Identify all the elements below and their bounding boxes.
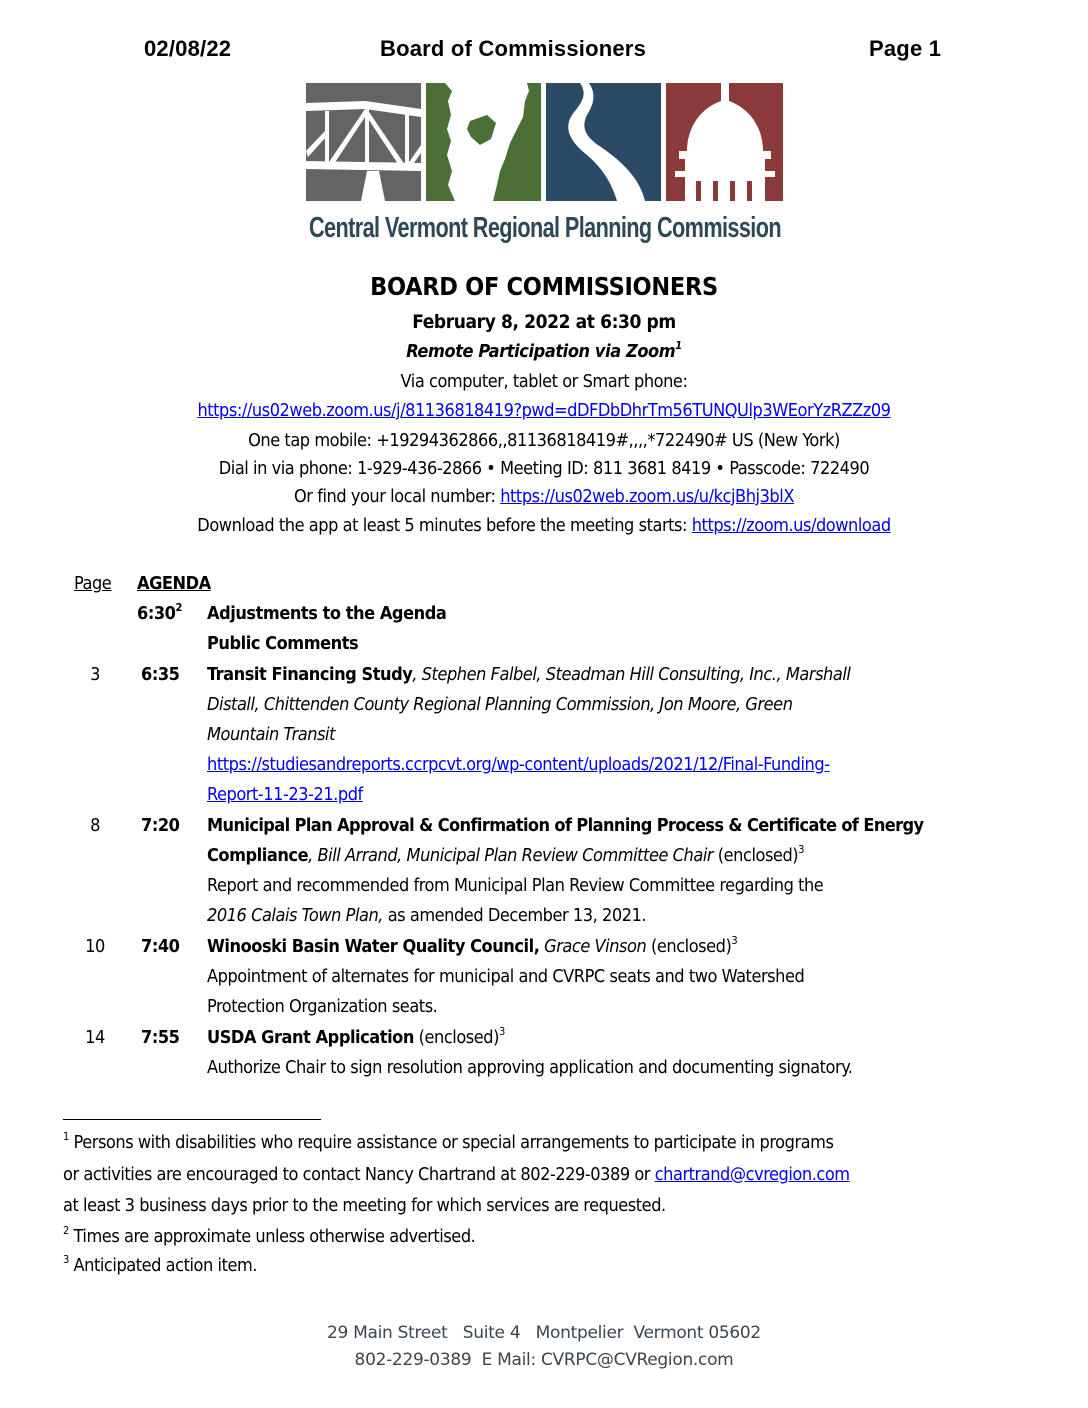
- agenda-item: [207, 1027, 505, 1048]
- footnote-text: or activities are encouraged to contact Nancy Chartrand at 802-229-0389 or: [63, 1164, 655, 1185]
- footnote-ref: 2: [175, 601, 182, 614]
- footnote-ref: 3: [731, 934, 738, 947]
- agenda-presenters: Mountain Transit: [207, 724, 336, 745]
- description-text: as amended December 13, 2021.: [383, 905, 647, 926]
- footnote-text: Anticipated action item.: [68, 1255, 257, 1276]
- agenda-item-title: Public Comments: [207, 633, 359, 654]
- enclosed-note: (enclosed): [413, 1027, 499, 1048]
- agenda-time: 7:55: [141, 1027, 180, 1048]
- enclosed-note: (enclosed): [646, 936, 732, 957]
- footnote-mark: 2: [63, 1224, 69, 1237]
- footnote-mark: 3: [63, 1253, 69, 1266]
- cvrpc-logo: [305, 81, 785, 245]
- agenda-presenters: , Stephen Falbel, Steadman Hill Consulting, Inc., Marshall: [412, 664, 851, 685]
- agenda-item-title: Adjustments to the Agenda: [207, 603, 447, 624]
- download-link[interactable]: https://zoom.us/download: [691, 515, 891, 536]
- agenda-description: Protection Organization seats.: [207, 996, 438, 1017]
- agenda-header: AGENDA: [137, 573, 211, 594]
- download-label: Download the app at least 5 minutes before the meeting starts:: [197, 515, 692, 536]
- agenda-page-number: 10: [85, 936, 105, 957]
- footnote-text: Persons with disabilities who require assistance or special arrangements to participate in programs: [68, 1132, 834, 1153]
- agenda-page-number: 3: [90, 664, 100, 685]
- meeting-date-time: February 8, 2022 at 6:30 pm: [412, 311, 676, 333]
- agenda-item: [207, 936, 737, 957]
- agenda-item-title: Compliance: [207, 845, 309, 866]
- agenda-description: Report and recommended from Municipal Plan Review Committee regarding the: [207, 875, 824, 896]
- footnote-1-cont: at least 3 business days prior to the meeting for which services are requested.: [63, 1195, 666, 1216]
- local-number-link[interactable]: https://us02web.zoom.us/u/kcjBhj3blX: [500, 486, 794, 507]
- header-title: Board of Commissioners: [380, 36, 647, 61]
- agenda-item: [207, 845, 804, 866]
- zoom-meeting-link[interactable]: https://us02web.zoom.us/j/81136818419?pwd=dDFDbDhrTm56TUNQUlp3WEorYzRZZz09: [197, 400, 891, 421]
- report-link[interactable]: https://studiesandreports.ccrpcvt.org/wp-content/uploads/2021/12/Final-Funding-: [207, 754, 830, 775]
- agenda-item-title: Municipal Plan Approval & Confirmation of Planning Process & Certificate of Energy: [207, 815, 924, 836]
- footnote-1-cont: [63, 1164, 850, 1185]
- agenda-link-line: [207, 754, 830, 775]
- agenda-description: Appointment of alternates for municipal and CVRPC seats and two Watershed: [207, 966, 805, 987]
- footnote-text: Times are approximate unless otherwise advertised.: [68, 1226, 476, 1247]
- via-label: Via computer, tablet or Smart phone:: [400, 371, 688, 392]
- agenda-time: 6:35: [141, 664, 180, 685]
- agenda-description: [207, 905, 646, 926]
- enclosed-note: (enclosed): [713, 845, 799, 866]
- agenda-presenter: , Bill Arrand, Municipal Plan Review Committee Chair: [308, 845, 714, 866]
- footnote-mark: 1: [63, 1130, 69, 1143]
- agenda-item: [207, 664, 850, 685]
- one-tap-mobile: One tap mobile: +19294362866,,81136818419#,,,,*722490# US (New York): [248, 430, 840, 451]
- agenda-link-line: [207, 784, 363, 805]
- dial-in-info: Dial in via phone: 1-929-436-2866 • Meeting ID: 811 3681 8419 • Passcode: 722490: [218, 458, 870, 479]
- page-column-header: Page: [74, 573, 112, 594]
- meeting-title: BOARD OF COMMISSIONERS: [370, 272, 718, 301]
- footer-address: 29 Main Street Suite 4 Montpelier Vermont 05602: [327, 1323, 761, 1343]
- agenda-item-title: Winooski Basin Water Quality Council,: [207, 936, 540, 957]
- footnote-ref: 3: [798, 843, 805, 856]
- agenda-presenters: Distall, Chittenden County Regional Planning Commission, Jon Moore, Green: [207, 694, 793, 715]
- agenda-time: [137, 603, 182, 624]
- vermont-map-icon: [426, 83, 541, 201]
- time-text: 6:30: [137, 603, 176, 624]
- agenda-page-number: 14: [85, 1027, 105, 1048]
- local-number-label: Or find your local number:: [294, 486, 501, 507]
- agenda-description: Authorize Chair to sign resolution approving application and documenting signatory.: [207, 1057, 853, 1078]
- header-date: 02/08/22: [144, 36, 232, 61]
- local-number-line: [0, 486, 1088, 507]
- agenda-time: 7:40: [141, 936, 180, 957]
- plan-name: 2016 Calais Town Plan,: [207, 905, 383, 926]
- report-link[interactable]: Report-11-23-21.pdf: [207, 784, 363, 805]
- agenda-item-title: USDA Grant Application: [207, 1027, 414, 1048]
- bridge-icon: [306, 83, 421, 201]
- footnote-2: [63, 1226, 475, 1247]
- agenda-presenter: Grace Vinson: [539, 936, 647, 957]
- capitol-dome-icon: [666, 83, 783, 201]
- footnote-3: [63, 1255, 257, 1276]
- logo-org-name: Central Vermont Regional Planning Commission: [309, 212, 781, 244]
- footer-contact: 802-229-0389 E Mail: CVRPC@CVRegion.com: [354, 1350, 734, 1370]
- agenda-item-title: Transit Financing Study: [207, 664, 413, 685]
- river-icon: [546, 83, 661, 201]
- remote-text: Remote Participation via Zoom: [406, 341, 676, 362]
- remote-participation: [0, 341, 1088, 362]
- footnote-ref: 3: [498, 1025, 505, 1038]
- zoom-link-line: [0, 400, 1088, 421]
- email-link[interactable]: chartrand@cvregion.com: [654, 1164, 850, 1185]
- download-line: [0, 515, 1088, 536]
- logo-graphic: [305, 81, 785, 245]
- agenda-time: 7:20: [141, 815, 180, 836]
- footnote-ref: 1: [675, 339, 682, 352]
- agenda-page-number: 8: [90, 815, 100, 836]
- header-page-number: Page 1: [869, 36, 942, 61]
- footnote-divider: [63, 1119, 321, 1120]
- footnote-1: [63, 1132, 833, 1153]
